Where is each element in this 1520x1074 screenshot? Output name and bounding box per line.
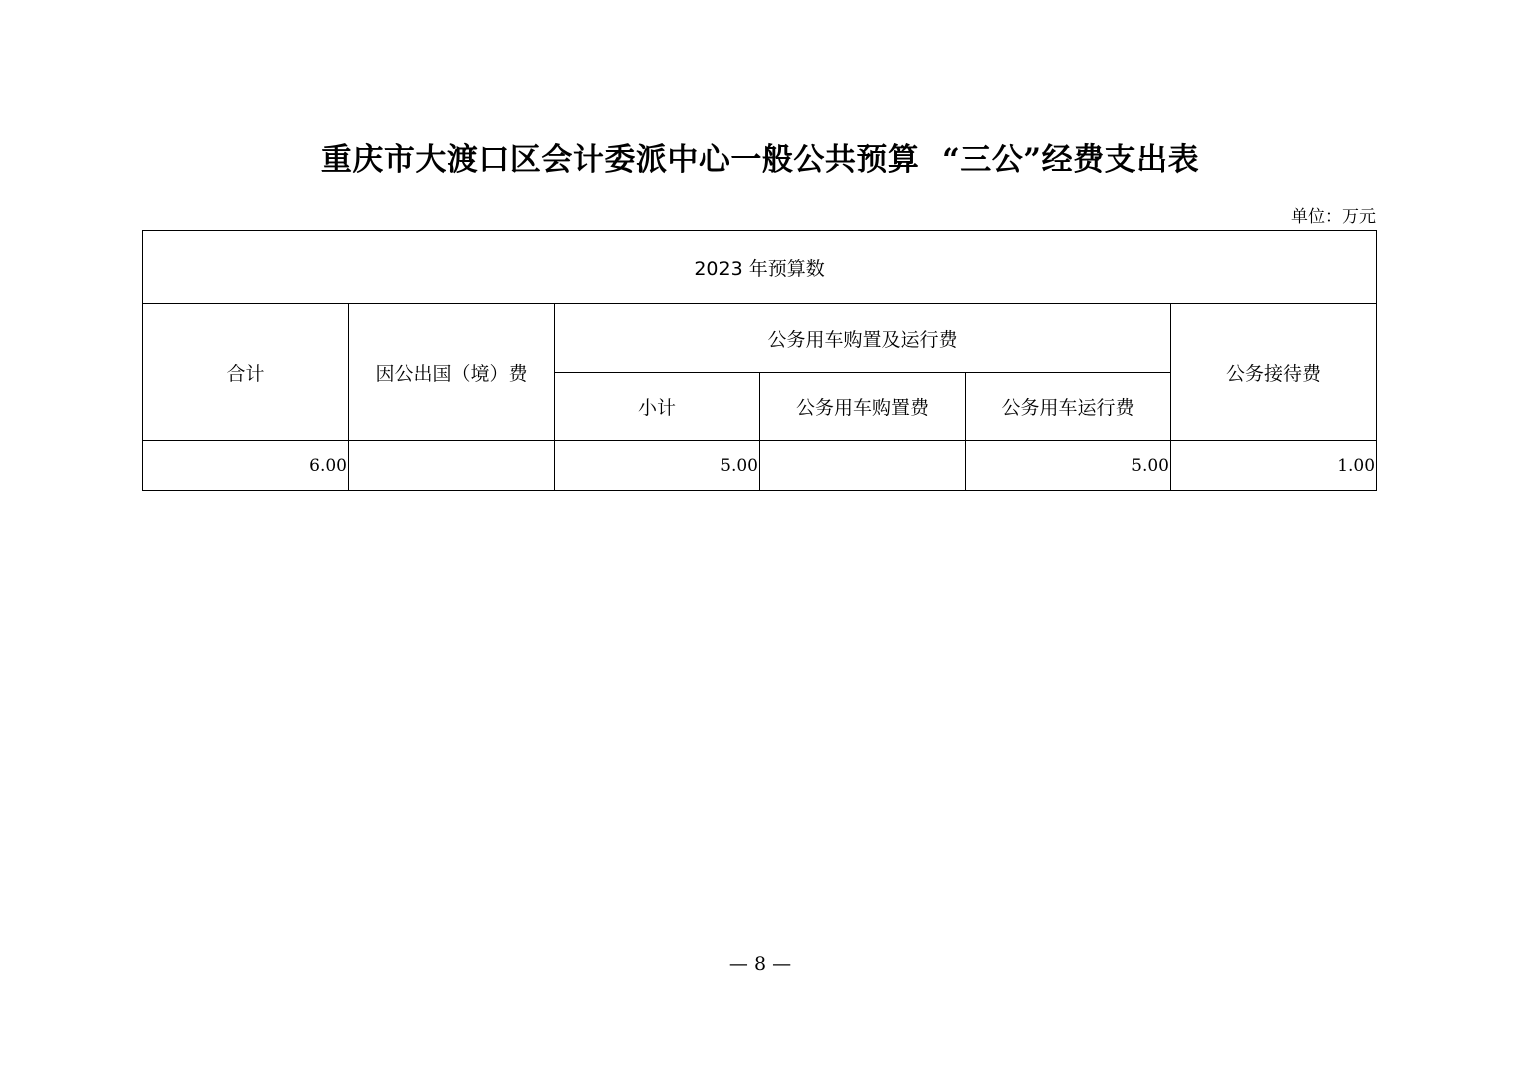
header-vehicle-purchase: 公务用车购置费 <box>760 373 966 441</box>
header-vehicle-subtotal: 小计 <box>555 373 760 441</box>
header-reception: 公务接待费 <box>1171 304 1377 441</box>
cell-vehicle-operation: 5.00 <box>966 441 1171 491</box>
header-vehicle-operation: 公务用车运行费 <box>966 373 1171 441</box>
cell-vehicle-subtotal: 5.00 <box>555 441 760 491</box>
budget-table <box>142 230 1377 491</box>
unit-label: 单位：万元 <box>1291 207 1376 227</box>
cell-total: 6.00 <box>143 441 349 491</box>
document-title: 重庆市大渡口区会计委派中心一般公共预算 “三公”经费支出表 <box>320 142 1200 178</box>
header-abroad: 因公出国（境）费 <box>349 304 555 441</box>
header-vehicle-group: 公务用车购置及运行费 <box>555 304 1171 373</box>
cell-abroad <box>349 441 555 491</box>
header-year-cell: 2023 年预算数 <box>143 231 1377 304</box>
page-number: — 8 — <box>728 953 792 975</box>
cell-reception: 1.00 <box>1171 441 1377 491</box>
header-total: 合计 <box>143 304 349 441</box>
cell-vehicle-purchase <box>760 441 966 491</box>
table-header-row-year <box>143 231 1377 304</box>
table-row <box>143 441 1377 491</box>
table-header-row-columns <box>143 304 1377 373</box>
